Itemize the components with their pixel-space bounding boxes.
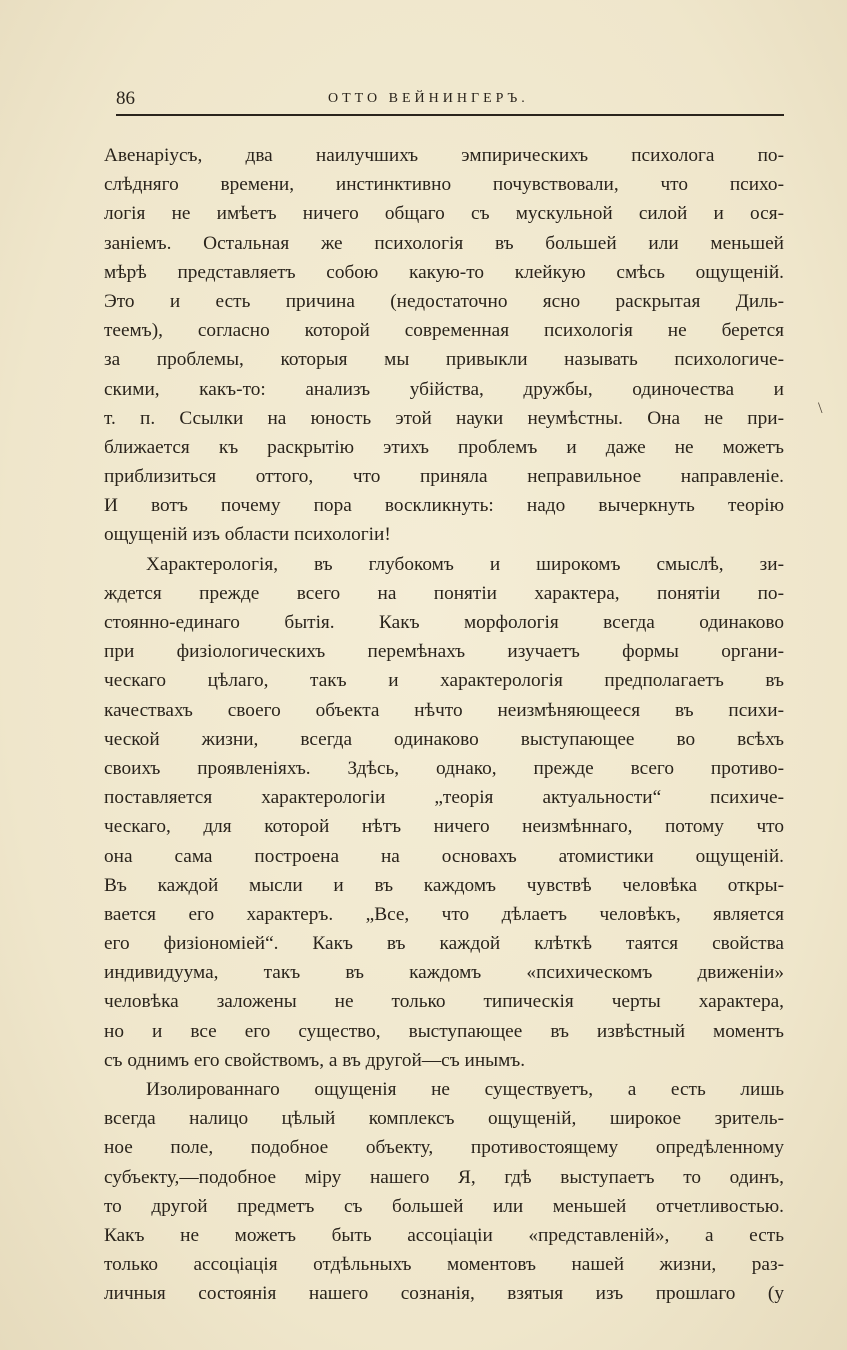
page-number: 86 (116, 88, 135, 109)
text-line: стоянно-единаго бытія. Какъ морфологія всегда одинаково (104, 612, 784, 633)
text-line: но и все его существо, выступающее въ извѣстный моментъ (104, 1020, 784, 1042)
text-line: теемъ), согласно которой современная психологія не берется (104, 320, 784, 342)
text-line: И вотъ почему пора воскликнуть: надо вычеркнуть теорію (104, 495, 784, 517)
text-line: Это и есть причина (недостаточно ясно раскрытая Диль- (104, 290, 784, 312)
page-header (116, 84, 784, 116)
running-head: ОТТО ВЕЙНИНГЕРЪ. (328, 91, 529, 106)
text-line: всегда налицо цѣлый комплексъ ощущеній, широкое зритель- (104, 1108, 784, 1130)
text-line: его физіономіей“. Какъ въ каждой клѣткѣ таятся свойства (104, 933, 784, 955)
text-line: ждется прежде всего на понятіи характера, понятіи по- (104, 582, 784, 604)
text-line: заніемъ. Остальная же психологія въ большей или меньшей (104, 232, 784, 254)
paragraph-end-line: съ однимъ его свойствомъ, а въ другой—съ инымъ. (104, 1049, 526, 1071)
text-line: человѣка заложены не только типическія черты характера, (104, 991, 784, 1013)
text-line: слѣдняго времени, инстинктивно почувствовали, что психо- (104, 174, 784, 196)
text-line: Въ каждой мысли и въ каждомъ чувствѣ человѣка откры- (104, 874, 784, 896)
text-line: только ассоціація отдѣльныхъ моментовъ нашей жизни, раз- (104, 1254, 784, 1276)
margin-mark: \ (818, 400, 823, 417)
text-line: логія не имѣетъ ничего общаго съ мускульной силой и ося- (104, 203, 784, 225)
text-line: т. п. Ссылки на юность этой науки неумѣстны. Она не при- (104, 407, 784, 429)
paragraph-end-line: ощущеній изъ области психологіи! (104, 524, 391, 546)
text-line: ческаго, для которой нѣтъ ничего неизмѣннаго, потому что (104, 816, 784, 838)
text-line: мѣрѣ представляетъ собою какую-то клейкую смѣсь ощущеній. (104, 261, 784, 283)
text-line: ческой жизни, всегда одинаково выступающее во всѣхъ (104, 728, 784, 750)
text-line: то другой предметъ съ большей или меньшей отчетливостью. (104, 1195, 784, 1217)
text-line: своихъ проявленіяхъ. Здѣсь, однако, прежде всего противо- (104, 757, 784, 779)
text-line: вается его характеръ. „Все, что дѣлаетъ человѣкъ, является (104, 903, 784, 925)
text-line: она сама построена на основахъ атомистики ощущеній. (104, 845, 784, 867)
paragraph-start-line: Изолированнаго ощущенія не существуетъ, а есть лишь (146, 1079, 784, 1100)
text-line: ческаго цѣлаго, такъ и характерологія предполагаетъ въ (104, 670, 784, 692)
text-line: Какъ не можетъ быть ассоціаціи «представленій», а есть (104, 1224, 784, 1246)
text-line: ближается къ раскрытію этихъ проблемъ и даже не можетъ (104, 436, 784, 458)
text-line: за проблемы, которыя мы привыкли называть психологиче- (104, 349, 784, 371)
text-line: приблизиться оттого, что приняла неправильное направленіе. (104, 466, 784, 488)
body-text (104, 141, 784, 1309)
text-line: скими, какъ-то: анализъ убійства, дружбы, одиночества и (104, 378, 784, 400)
paragraph-start-line: Характерологія, въ глубокомъ и широкомъ смыслѣ, зи- (146, 553, 784, 575)
text-line: качествахъ своего объекта нѣчто неизмѣняющееся въ психи- (104, 699, 784, 721)
text-line: Авенаріусъ, два наилучшихъ эмпирическихъ психолога по- (104, 145, 784, 166)
text-line: при физіологическихъ перемѣнахъ изучаетъ формы органи- (104, 641, 784, 663)
text-line: поставляется характерологіи „теорія актуальности“ психиче- (104, 787, 784, 809)
text-line: субъекту,—подобное міру нашего Я, гдѣ выступаетъ то одинъ, (104, 1166, 784, 1188)
text-line: индивидуума, такъ въ каждомъ «психическомъ движеніи» (104, 962, 784, 984)
text-line: ное поле, подобное объекту, противостоящему опредѣленному (104, 1137, 784, 1159)
text-line: личныя состоянія нашего сознанія, взятыя изъ прошлаго (у (104, 1283, 784, 1305)
